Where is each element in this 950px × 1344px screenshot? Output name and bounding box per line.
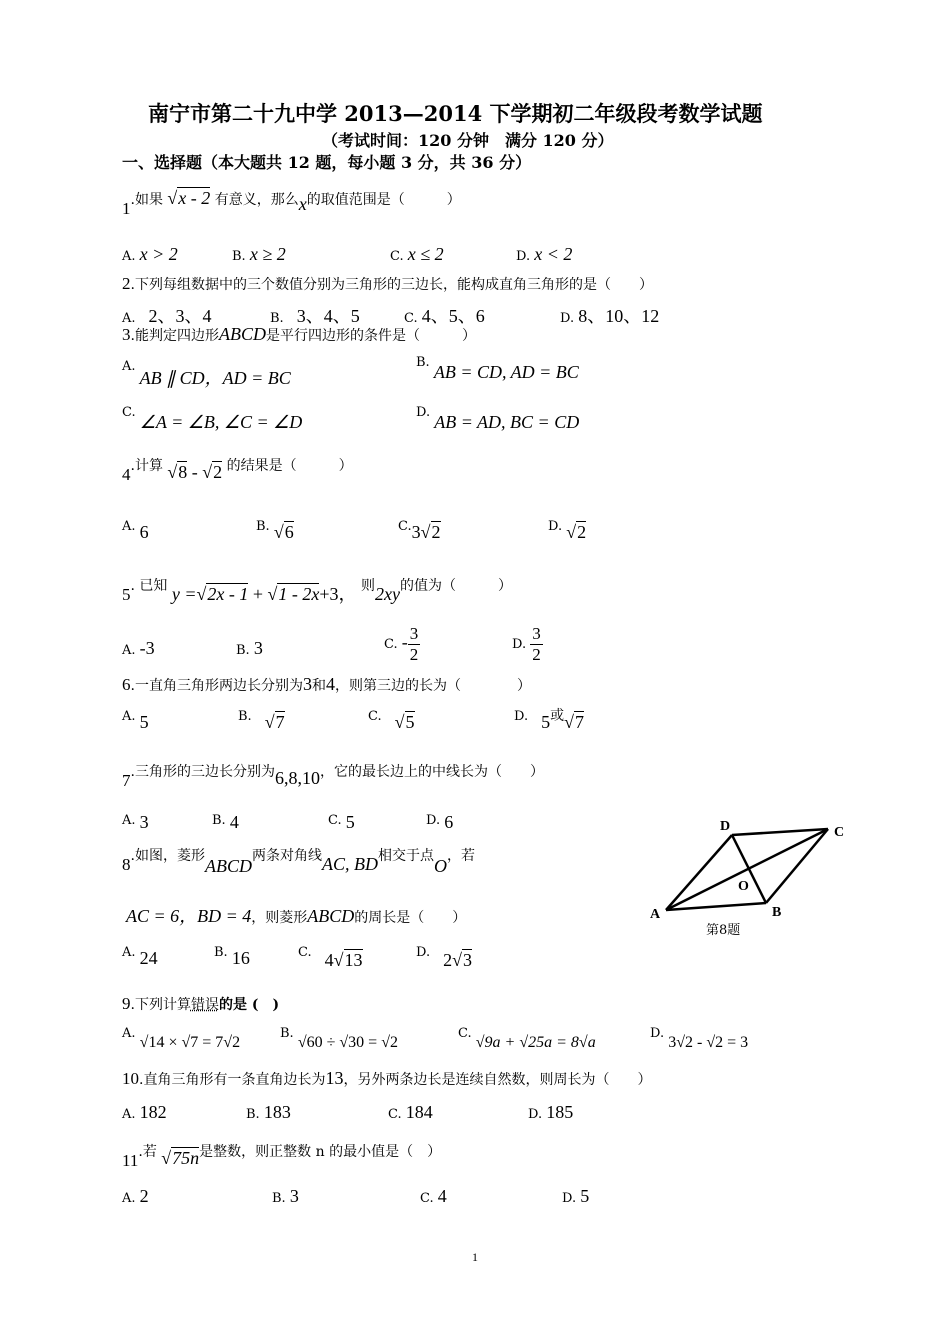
q7-option-a[interactable]: A. 3 [122, 812, 149, 832]
side-bc [766, 829, 828, 903]
q4-option-c[interactable]: C.3√2 [398, 519, 441, 542]
q4-option-d[interactable]: D. √2 [548, 519, 587, 542]
q3-option-b[interactable]: B. AB = CD, AD = BC [416, 355, 579, 382]
question-11: 11.若 √75n是整数，则正整数 n 的最小值是（ ） [122, 1144, 442, 1170]
q10-option-a[interactable]: A. 182 [122, 1102, 167, 1122]
q11-option-c[interactable]: C. 4 [420, 1186, 447, 1206]
label-c: C [834, 825, 845, 840]
q9-option-d[interactable]: D. 3√2 - √2 = 3 [650, 1026, 749, 1051]
q11-option-a[interactable]: A. 2 [122, 1186, 149, 1206]
radicand: x - 2 [178, 188, 211, 208]
q5-option-b[interactable]: B. 3 [236, 638, 263, 658]
q8-option-a[interactable]: A. 24 [122, 945, 158, 968]
page-title: 南宁市第二十九中学 2013—2014 下学期初二年级段考数学试题 [148, 101, 763, 126]
q5-option-a[interactable]: A. -3 [122, 638, 155, 658]
page-number: 1 [472, 1250, 478, 1264]
q10-option-d[interactable]: D. 185 [528, 1102, 574, 1122]
diagonal-ac [666, 829, 828, 910]
label-b: B [772, 905, 782, 920]
question-8-line2: AC = 6，BD = 4，则菱形ABCD的周长是（ ） [126, 906, 467, 926]
q6-option-d[interactable]: D. 5或√7 [514, 708, 584, 732]
q9-option-c[interactable]: C. √9a + √25a = 8√a [458, 1026, 596, 1051]
q11-option-b[interactable]: B. 3 [272, 1186, 299, 1206]
q7-option-b[interactable]: B. 4 [212, 812, 239, 832]
q4-option-b[interactable]: B. √6 [256, 519, 294, 542]
question-number: 1 [122, 199, 131, 218]
section-heading: 一、选择题（本大题共 12 题，每小题 3 分，共 36 分） [122, 153, 532, 172]
q6-option-a[interactable]: A. 5 [122, 709, 149, 732]
side-cd [732, 829, 828, 835]
figure-caption: 第8题 [706, 923, 741, 938]
q8-option-b[interactable]: B. 16 [214, 945, 250, 968]
question-5: 5. 已知 y =√2x - 1 + √1 - 2x+3， 则2xy的值为（ ） [122, 578, 512, 604]
q1-option-b[interactable]: B. x ≥ 2 [232, 244, 286, 264]
q3-option-c[interactable]: C. ∠A = ∠B, ∠C = ∠D [122, 405, 303, 432]
q2-option-c[interactable]: C. 4、5、6 [404, 306, 485, 326]
q8-option-d[interactable]: D. 2√3 [416, 945, 472, 970]
q6-option-b[interactable]: B. √7 [238, 709, 285, 732]
q11-option-d[interactable]: D. 5 [562, 1186, 590, 1206]
question-10: 10.直角三角形有一条直角边长为13，另外两条边长是连续自然数，则周长为（ ） [122, 1068, 652, 1088]
question-2: 2.下列每组数据中的三个数值分别为三角形的三边长，能构成直角三角形的是（ ） [122, 274, 653, 293]
page-subtitle: （考试时间：120 分钟 满分 120 分） [322, 131, 614, 150]
q6-option-c[interactable]: C. √5 [368, 709, 415, 732]
label-o: O [738, 879, 749, 894]
label-a: A [650, 907, 661, 922]
q3-option-a[interactable]: A. AB ∥ CD，AD = BC [122, 359, 291, 388]
q1-option-d[interactable]: D. x < 2 [516, 244, 573, 264]
q5-option-c[interactable]: C. - $\frac{3}{2}$ [384, 624, 419, 664]
q9-option-b[interactable]: B. √60 ÷ √30 = √2 [280, 1026, 398, 1051]
side-da [666, 835, 732, 910]
q3-option-d[interactable]: D. AB = AD, BC = CD [416, 405, 580, 432]
q7-option-c[interactable]: C. 5 [328, 812, 355, 832]
label-d: D [720, 819, 731, 834]
q2-option-d[interactable]: D. 8、10、12 [560, 306, 660, 326]
q10-option-c[interactable]: C. 184 [388, 1102, 433, 1122]
question-4: 4.计算 √8 - √2 的结果是（ ） [122, 458, 353, 484]
question-7: 7.三角形的三边长分别为6,8,10，它的最长边上的中线长为（ ） [122, 764, 544, 790]
question-8: 8.如图，菱形ABCD两条对角线AC, BD相交于点O，若 [122, 848, 475, 876]
q10-option-b[interactable]: B. 183 [246, 1102, 291, 1122]
q2-option-a[interactable]: A. 2、3、4 [122, 306, 212, 326]
q1-option-a[interactable]: A. x > 2 [122, 244, 178, 264]
q8-option-c[interactable]: C. 4√13 [298, 945, 363, 970]
q2-option-b[interactable]: B. 3、4、5 [270, 306, 360, 326]
q9-option-a[interactable]: A. √14 × √7 = 7√2 [122, 1026, 241, 1051]
question-6: 6.一直角三角形两边长分别为3和4，则第三边的长为（ ） [122, 674, 531, 694]
q7-option-d[interactable]: D. 6 [426, 812, 454, 832]
question-3: 3.能判定四边形ABCD是平行四边形的条件是（ ） [122, 324, 476, 344]
question-1: 1.如果 √x - 2 有意义，那么x的取值范围是（ ） [122, 188, 461, 218]
q1-option-c[interactable]: C. x ≤ 2 [390, 244, 444, 264]
q5-option-d[interactable]: D. $\frac{3}{2}$ [512, 624, 541, 664]
rhombus-figure [640, 812, 860, 942]
q4-option-a[interactable]: A. 6 [122, 519, 149, 542]
question-9: 9.下列计算错误的是 ( ) [122, 994, 280, 1013]
side-ab [666, 903, 766, 910]
